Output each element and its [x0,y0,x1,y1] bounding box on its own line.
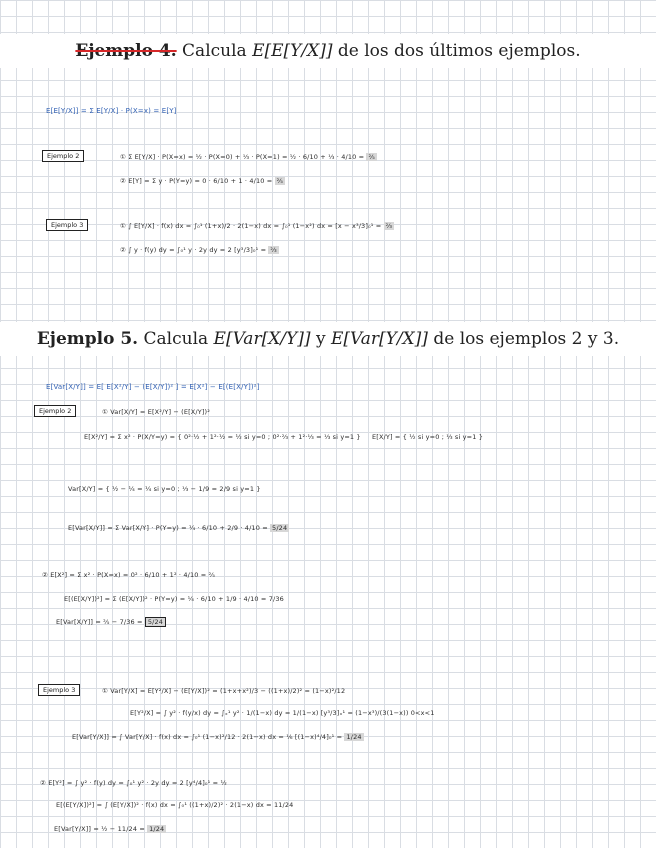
note-formula-4: E[E[Y/X]] = Σ E[Y/X] · P(X=x) = E[Y] [46,107,177,115]
heading-5-text: Calcula [143,329,209,349]
note-5-c-line-1: ① Var[Y/X] = E[Y²/X] − (E[Y/X])² = (1+x+x²)/3 − ((1+x)/2)² = (1−x)²/12 [102,687,346,695]
heading-5-expr-2: E[Var[Y/X]] [330,329,428,349]
note-5-a-line-3: Var[X/Y] = { ½ − ¼ = ¼ si y=0 ; ⅓ − 1/9 = 2/9 si y=1 } [68,485,261,493]
heading-5-rest: de los ejemplos 2 y 3. [433,329,620,349]
note-5-d-line-3-text: E[Var[Y/X]] = ½ − 11/24 = [54,825,145,833]
note-5-c-line-3 [72,733,364,741]
note-5-a-line-4 [68,524,289,532]
note-5-a-line-2: E[X²/Y] = Σ x² · P(X/Y=y) = { 0²·½ + 1²·½ = ½ si y=0 ; 0²·⅔ + 1²·⅓ = ⅓ si y=1 } [84,433,361,441]
note-5-d-line-3 [54,825,166,833]
heading-5-label: Ejemplo 5. [36,329,139,349]
note-5-d-line-2: E[(E[Y/X])²] = ∫ (E[Y/X])² · f(x) dx = ∫₀¹ ((1+x)/2)² · 2(1−x) dx = 11/24 [56,801,294,809]
note-5-a-line-4-result: 5/24 [272,524,288,532]
note-4-e3-line-1-result: ⅔ [385,222,393,230]
note-5-b-line-3 [56,618,166,626]
note-4-e2-line-2 [120,177,285,185]
note-5-d-line-3-result: 1/24 [149,825,165,833]
note-5-a-line-1: ① Var[X/Y] = E[X²/Y] − (E[X/Y])² [102,408,210,416]
note-4-e3-line-2-result: ⅔ [270,246,277,254]
note-4-e2-line-1 [120,153,377,161]
note-5-b-line-1: ② E[X²] = Σ x² · P(X=x) = 0² · 6/10 + 1² · 4/10 = ⅖ [42,571,216,579]
heading-5-expr-1: E[Var[X/Y]] [213,329,311,349]
heading-ejemplo-4 [0,34,656,68]
box-ejemplo-2-b: Ejemplo 2 [34,405,76,417]
note-5-c-line-3-result: 1/24 [346,733,362,741]
note-4-e3-line-1 [120,222,394,230]
note-5-b-line-3-text: E[Var[X/Y]] = ⅖ − 7/36 = [56,618,143,626]
note-5-a-line-4-text: E[Var[X/Y]] = Σ Var[X/Y] · P(Y=y) = ¼ · 6/10 + 2/9 · 4/10 = [68,524,268,532]
heading-4-label: Ejemplo 4. [75,41,177,61]
note-4-e2-line-2-result: ⅖ [276,177,284,185]
heading-4-text: Calcula [182,41,247,61]
note-4-e3-line-1-text: ① ∫ E[Y/X] · f(x) dx = ∫₀¹ (1+x)/2 · 2(1−x) dx = ∫₀¹ (1−x²) dx = [x − x³/3]₀¹ = [120,222,382,230]
note-4-e3-line-2 [120,246,279,254]
note-4-e2-line-2-text: ② E[Y] = Σ y · P(Y=y) = 0 · 6/10 + 1 · 4/10 = [120,177,273,185]
note-5-a-line-2-right: E[X/Y] = { ½ si y=0 ; ⅓ si y=1 } [372,433,484,441]
heading-4-expr: E[E[Y/X]] [252,41,333,61]
note-5-b-line-3-result: 5/24 [145,617,166,627]
note-5-c-line-2: E[Y²/X] = ∫ y² · f(y/x) dy = ∫ₓ¹ y² · 1/(1−x) dy = 1/(1−x) [y³/3]ₓ¹ = (1−x³)/(3(1−x)) 0<x<1 [130,709,435,717]
heading-ejemplo-5 [0,322,656,356]
note-formula-5: E[Var[X/Y]] = E[ E[X²/Y] − (E[X/Y])² ] = E[X²] − E[(E[X/Y])²] [46,383,260,391]
note-5-d-line-1: ② E[Y²] = ∫ y² · f(y) dy = ∫₀¹ y² · 2y dy = 2 [y⁴/4]₀¹ = ½ [40,779,227,787]
heading-5-mid: y [315,329,326,349]
box-ejemplo-3-a: Ejemplo 3 [46,219,88,231]
heading-4-rest: de los dos últimos ejemplos. [337,41,581,61]
box-ejemplo-2-a: Ejemplo 2 [42,150,84,162]
note-5-c-line-3-text: E[Var[Y/X]] = ∫ Var[Y/X] · f(x) dx = ∫₀¹ (1−x)²/12 · 2(1−x) dx = ⅙ [(1−x)⁴/4]₀¹ = [72,733,343,741]
note-4-e3-line-2-text: ② ∫ y · f(y) dy = ∫₀¹ y · 2y dy = 2 [y³/3]₀¹ = [120,246,267,254]
note-4-e2-line-1-result: ⅖ [368,153,375,161]
note-5-b-line-2: E[(E[X/Y])²] = Σ (E[X/Y])² · P(Y=y) = ¼ · 6/10 + 1/9 · 4/10 = 7/36 [64,595,284,603]
box-ejemplo-3-b: Ejemplo 3 [38,684,80,696]
note-4-e2-line-1-text: ① Σ E[Y/X] · P(X=x) = ½ · P(X=0) + ⅓ · P(X=1) = ½ · 6/10 + ⅓ · 4/10 = [120,153,365,161]
